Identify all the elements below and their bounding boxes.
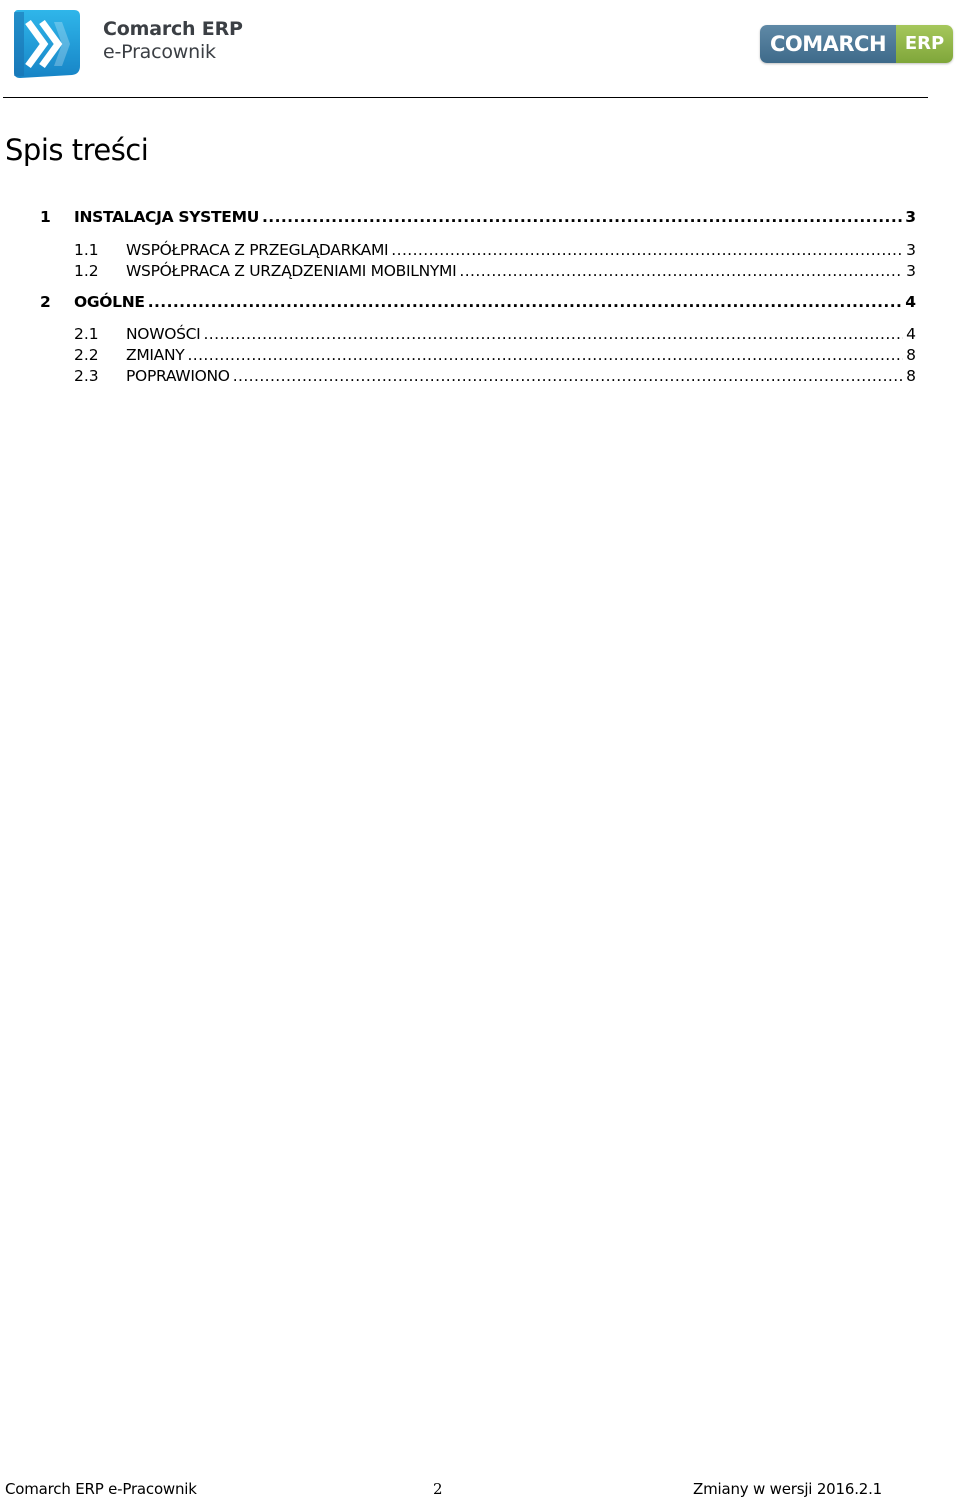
toc-entry-number: 1.2 xyxy=(74,262,99,280)
toc-entry-label: NOWOŚCI xyxy=(126,325,201,343)
toc-entry[interactable] xyxy=(0,344,916,366)
page-header xyxy=(0,0,960,100)
toc-entry-label: WSPÓŁPRACA Z URZĄDZENIAMI MOBILNYMI xyxy=(126,262,457,280)
toc-entry-number: 1 xyxy=(40,208,51,226)
toc-title: Spis treści xyxy=(5,133,149,167)
toc-entry[interactable] xyxy=(0,239,916,261)
footer-product-name: Comarch ERP e-Pracownik xyxy=(5,1480,197,1498)
comarch-erp-badge xyxy=(760,25,953,63)
product-name-line1: Comarch ERP xyxy=(103,18,243,40)
toc-entry-leader xyxy=(391,239,903,261)
toc-entry-leader xyxy=(233,365,903,387)
toc-entry[interactable] xyxy=(0,260,916,282)
toc-entry-number: 1.1 xyxy=(74,241,99,259)
toc-entry-page: 8 xyxy=(906,367,916,385)
toc-entry-label: OGÓLNE xyxy=(74,293,145,311)
brand-sub-text: ERP xyxy=(896,25,953,63)
product-name xyxy=(103,20,243,62)
header-divider xyxy=(3,97,928,98)
toc-entry[interactable] xyxy=(0,323,916,345)
toc-entry-page: 8 xyxy=(906,346,916,364)
comarch-logo-icon xyxy=(10,8,82,80)
toc-entry-number: 2.2 xyxy=(74,346,99,364)
product-name-line2: e-Pracownik xyxy=(103,41,216,63)
toc-entry-number: 2.3 xyxy=(74,367,99,385)
toc-entry-number: 2 xyxy=(40,293,51,311)
toc-entry-page: 3 xyxy=(906,262,916,280)
toc-entry-page: 3 xyxy=(906,241,916,259)
footer-version: Zmiany w wersji 2016.2.1 xyxy=(693,1480,883,1498)
page-footer xyxy=(0,1478,960,1500)
toc-entry[interactable] xyxy=(0,365,916,387)
brand-main-text: COMARCH xyxy=(760,25,896,63)
toc-entry[interactable] xyxy=(0,206,916,228)
toc-entry-number: 2.1 xyxy=(74,325,99,343)
toc-entry-page: 3 xyxy=(905,208,916,226)
toc-entry[interactable] xyxy=(0,291,916,313)
toc-entry-leader xyxy=(203,323,903,345)
toc-entry-label: POPRAWIONO xyxy=(126,367,230,385)
toc-entry-page: 4 xyxy=(905,293,916,311)
toc-entry-label: INSTALACJA SYSTEMU xyxy=(74,208,259,226)
toc-entry-label: WSPÓŁPRACA Z PRZEGLĄDARKAMI xyxy=(126,241,389,259)
toc-entry-leader xyxy=(262,206,902,228)
toc-entry-leader xyxy=(459,260,903,282)
toc-entry-leader xyxy=(148,291,902,313)
footer-page-number: 2 xyxy=(433,1480,443,1498)
toc-entry-label: ZMIANY xyxy=(126,346,185,364)
toc-entry-page: 4 xyxy=(906,325,916,343)
toc-entry-leader xyxy=(187,344,903,366)
